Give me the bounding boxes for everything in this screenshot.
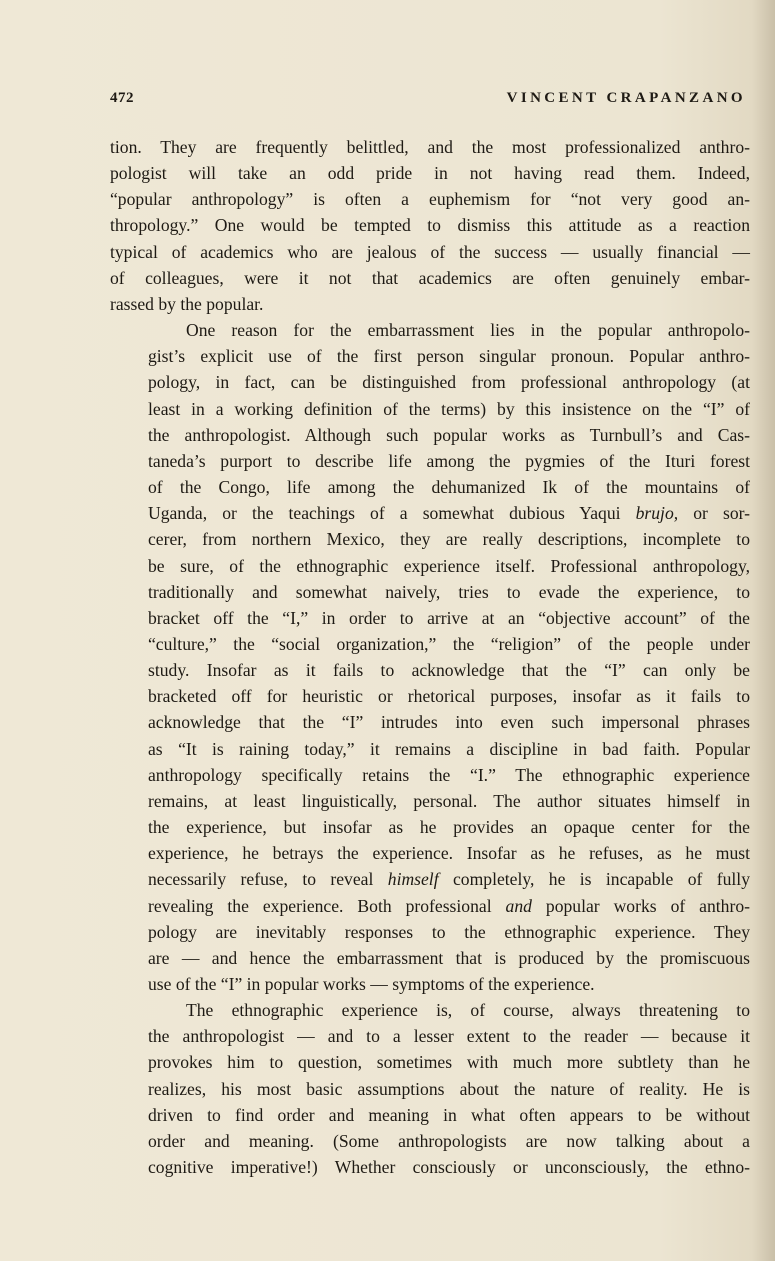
text-line: gist’s explicit use of the first person singular pronoun. Popular anthro- (148, 346, 750, 367)
text-line: pologist will take an odd pride in not having read them. Indeed, (110, 163, 750, 184)
text-line: The ethnographic experience is, of course, always threatening to (186, 1000, 750, 1021)
text-line: provokes him to question, sometimes with much more subtlety than he (148, 1052, 750, 1073)
text-line: tion. They are frequently belittled, and the most professionalized anthro- (110, 137, 750, 157)
text-line: rassed by the popular. (110, 293, 264, 314)
text-line: revealing the experience. Both professional and popular works of anthro- (148, 895, 750, 916)
text-line: study. Insofar as it fails to acknowledge that the “I” can only be (148, 660, 750, 681)
text-line: traditionally and somewhat naively, tries to evade the experience, to (148, 581, 750, 602)
text-line: least in a working definition of the terms) by this insistence on the “I” of (148, 398, 750, 419)
text-line: bracketed off for heuristic or rhetorical purposes, insofar as it fails to (148, 686, 750, 707)
text-line: of colleagues, were it not that academics are often genuinely embar- (110, 267, 750, 288)
text-line: pology, in fact, can be distinguished from professional anthropology (at (148, 372, 750, 393)
text-line: use of the “I” in popular works — symptoms of the experience. (148, 974, 595, 994)
text-line: the anthropologist — and to a lesser extent to the reader — because it (148, 1026, 750, 1047)
text-line: driven to find order and meaning in what often appears to be without (148, 1104, 750, 1125)
page-number: 472 (110, 90, 134, 106)
text-line: cerer, from northern Mexico, they are really descriptions, incomplete to (148, 529, 750, 550)
page-header (110, 90, 746, 112)
running-head: VINCENT CRAPANZANO (506, 90, 746, 106)
text-line: acknowledge that the “I” intrudes into even such impersonal phrases (148, 712, 750, 733)
text-line: the anthropologist. Although such popular works as Turnbull’s and Cas- (148, 424, 750, 445)
paragraph-3 (110, 997, 750, 1180)
text-line: be sure, of the ethnographic experience itself. Professional anthropology, (148, 555, 750, 576)
text-line: as “It is raining today,” it remains a discipline in bad faith. Popular (148, 738, 750, 759)
body-text (110, 134, 750, 1180)
text-line: taneda’s purport to describe life among the pygmies of the Ituri forest (148, 450, 750, 471)
text-line: anthropology specifically retains the “I.” The ethnographic experience (148, 764, 750, 785)
text-line: of the Congo, life among the dehumanized Ik of the mountains of (148, 477, 750, 498)
text-line: thropology.” One would be tempted to dismiss this attitude as a reaction (110, 215, 750, 236)
text-line: necessarily refuse, to reveal himself completely, he is incapable of fully (148, 869, 750, 890)
text-line: cognitive imperative!) Whether consciously or unconsciously, the ethno- (148, 1157, 750, 1178)
text-line: Uganda, or the teachings of a somewhat dubious Yaqui brujo, or sor- (148, 503, 750, 524)
text-line: bracket off the “I,” in order to arrive at an “objective account” of the (148, 607, 750, 628)
text-line: One reason for the embarrassment lies in the popular anthropolo- (186, 320, 750, 341)
paragraph-2 (110, 317, 750, 997)
text-line: remains, at least linguistically, personal. The author situates himself in (148, 790, 750, 811)
text-line: “popular anthropology” is often a euphemism for “not very good an- (110, 189, 750, 210)
paragraph-1 (110, 134, 750, 317)
text-line: the experience, but insofar as he provides an opaque center for the (148, 817, 750, 838)
text-line: order and meaning. (Some anthropologists are now talking about a (148, 1130, 750, 1151)
text-line: are — and hence the embarrassment that is produced by the promiscuous (148, 947, 750, 968)
text-line: pology are inevitably responses to the ethnographic experience. They (148, 921, 750, 942)
text-line: experience, he betrays the experience. Insofar as he refuses, as he must (148, 843, 750, 864)
text-line: realizes, his most basic assumptions about the nature of reality. He is (148, 1078, 750, 1099)
text-line: “culture,” the “social organization,” the “religion” of the people under (148, 633, 750, 654)
text-line: typical of academics who are jealous of the success — usually financial — (110, 241, 750, 262)
